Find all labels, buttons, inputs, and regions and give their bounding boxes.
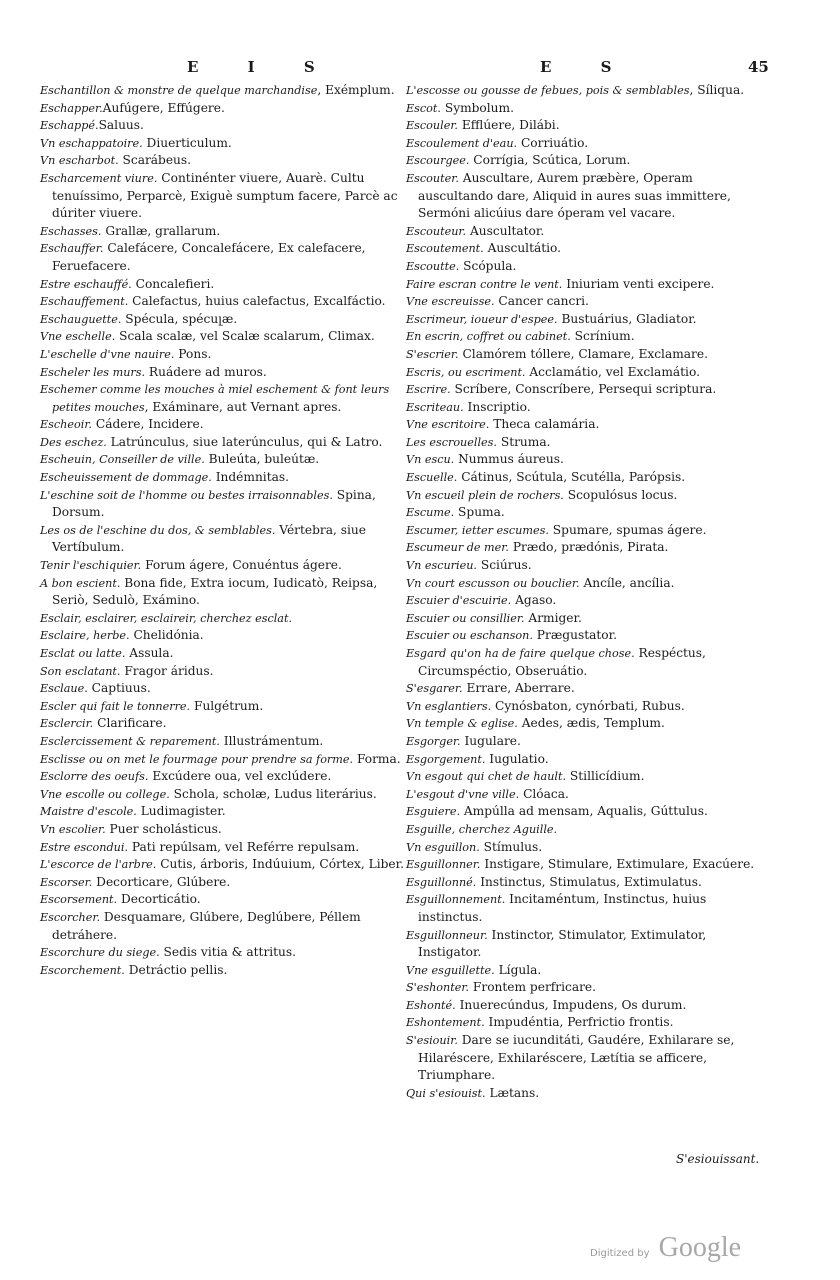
dictionary-entry bbox=[40, 240, 406, 275]
dictionary-entry bbox=[40, 152, 406, 170]
dictionary-entry bbox=[406, 962, 770, 980]
entry-translation: Continénter viuere, Auarè. Cultu tenuíssimo, Perparcè, Exiguè sumptum facere, Parcè ac dúriter viuere. bbox=[52, 170, 398, 221]
entry-translation: Forma. bbox=[353, 751, 401, 766]
entry-headword: Vn escurieu. bbox=[406, 559, 477, 573]
entry-headword: Escuier ou consillier. bbox=[406, 611, 525, 625]
dictionary-entry bbox=[406, 539, 770, 557]
entry-headword: Tenir l'eschiquier. bbox=[40, 559, 142, 573]
entry-headword: Esclat ou latte. bbox=[40, 647, 126, 660]
entry-headword: Vn escu. bbox=[406, 453, 455, 467]
entry-headword: Escorsement. bbox=[40, 893, 118, 907]
entry-headword: S'eshonter. bbox=[406, 981, 470, 995]
entry-headword: Escorcher. bbox=[40, 910, 101, 924]
left-column bbox=[40, 82, 406, 979]
entry-headword: Escler qui fait le tonnerre. bbox=[40, 699, 191, 713]
dictionary-entry bbox=[40, 768, 406, 786]
entry-headword: Escoulement d'eau. bbox=[406, 136, 518, 150]
dictionary-entry bbox=[406, 575, 770, 593]
entry-translation: Cádere, Incidere. bbox=[92, 417, 204, 432]
dictionary-entry bbox=[406, 979, 770, 997]
dictionary-entry bbox=[406, 152, 770, 170]
entry-translation: Cátinus, Scútula, Scutélla, Parópsis. bbox=[457, 470, 686, 485]
dictionary-entry bbox=[406, 592, 770, 610]
entry-translation: Vértebra, siue Vertíbulum. bbox=[52, 522, 366, 555]
entry-headword: Vne escolle ou college. bbox=[40, 787, 170, 801]
entry-headword: Eschauguette. bbox=[40, 312, 122, 326]
entry-headword: Maistre d'escole. bbox=[40, 805, 137, 819]
dictionary-entry bbox=[406, 223, 770, 241]
dictionary-entry bbox=[40, 839, 406, 857]
entry-headword: Escouler. bbox=[406, 119, 458, 133]
entry-headword: Esclercir. bbox=[40, 717, 94, 731]
entry-headword: L'escorce de l'arbre. bbox=[40, 858, 157, 872]
entry-headword: Escuier d'escuirie. bbox=[406, 594, 512, 608]
dictionary-entry bbox=[406, 117, 770, 135]
dictionary-entry bbox=[40, 293, 406, 311]
entry-headword: Des eschez. bbox=[40, 435, 107, 449]
entry-headword: Vn escharbot. bbox=[40, 154, 119, 168]
entry-headword: Vn esglantiers. bbox=[406, 699, 492, 713]
entry-headword: Esgorgement. bbox=[406, 752, 486, 766]
entry-headword: Escouter. bbox=[406, 171, 459, 185]
dictionary-entry bbox=[40, 627, 406, 645]
dictionary-entry bbox=[406, 680, 770, 698]
entry-translation: Bustuárius, Gladiator. bbox=[557, 311, 697, 326]
entry-headword: Vn temple & eglise. bbox=[406, 717, 518, 731]
dictionary-entry bbox=[406, 803, 770, 821]
dictionary-entry bbox=[406, 1014, 770, 1032]
dictionary-entry bbox=[40, 575, 406, 610]
entry-headword: Vne escritoire. bbox=[406, 418, 490, 432]
entry-headword: Esgorger. bbox=[406, 734, 461, 748]
entry-translation: Stillicídium. bbox=[566, 769, 645, 784]
entry-headword: Les escrouelles. bbox=[406, 435, 497, 449]
dictionary-entry bbox=[40, 698, 406, 716]
dictionary-entry bbox=[406, 346, 770, 364]
dictionary-entry bbox=[40, 434, 406, 452]
entry-headword: Escheoir. bbox=[40, 418, 92, 432]
entry-headword: Esguille, cherchez Aguille. bbox=[406, 822, 558, 836]
entry-translation: Captiuus. bbox=[87, 681, 151, 696]
entry-translation: Agaso. bbox=[511, 593, 557, 608]
entry-translation: Chelidónia. bbox=[129, 628, 204, 643]
dictionary-entry bbox=[406, 557, 770, 575]
entry-translation: Corriuátio. bbox=[517, 135, 589, 150]
entry-headword: Esclisse ou on met le fourmage pour prendre sa forme. bbox=[40, 752, 354, 766]
entry-translation: Fulgétrum. bbox=[190, 698, 264, 713]
entry-headword: Esclair, esclairer, esclaireir, cherchez esclat. bbox=[40, 611, 293, 625]
entry-translation: Frontem perfricare. bbox=[469, 980, 597, 995]
dictionary-entry bbox=[406, 1085, 770, 1103]
entry-headword: Escris, ou escriment. bbox=[406, 365, 526, 379]
dictionary-entry bbox=[40, 786, 406, 804]
entry-translation: Decorticátio. bbox=[117, 892, 201, 907]
entry-translation: Excúdere oua, vel exclúdere. bbox=[148, 769, 332, 784]
entry-translation: Instinctus, Stimulatus, Extimulatus. bbox=[476, 874, 702, 889]
dictionary-entry bbox=[406, 135, 770, 153]
entry-translation: Scopulósus locus. bbox=[563, 487, 678, 502]
entry-headword: Escorchure du siege. bbox=[40, 946, 160, 960]
dictionary-entry bbox=[40, 276, 406, 294]
entry-headword: Escourgee. bbox=[406, 154, 470, 168]
dictionary-entry bbox=[40, 135, 406, 153]
watermark-prefix: Digitized by bbox=[590, 1248, 650, 1259]
dictionary-entry bbox=[406, 698, 770, 716]
entry-translation: Prædo, prædónis, Pirata. bbox=[508, 540, 669, 555]
entry-translation: Spumare, spumas ágere. bbox=[548, 522, 707, 537]
entry-headword: Escorser. bbox=[40, 875, 93, 889]
dictionary-entry bbox=[40, 469, 406, 487]
entry-translation: Errare, Aberrare. bbox=[462, 681, 575, 696]
entry-headword: Escot. bbox=[406, 101, 441, 115]
entry-translation: Corrígia, Scútica, Lorum. bbox=[469, 153, 631, 168]
entry-headword: En escrin, coffret ou cabinet. bbox=[406, 330, 571, 344]
entry-translation: Grallæ, grallarum. bbox=[101, 223, 221, 238]
entry-translation: Clamórem tóllere, Clamare, Exclamare. bbox=[458, 346, 708, 361]
entry-translation: Incitaméntum, Instinctus, huius instinctus. bbox=[418, 892, 707, 924]
entry-headword: Escoutement. bbox=[406, 242, 484, 256]
entry-headword: Qui s'esiouist. bbox=[406, 1086, 486, 1100]
dictionary-entry bbox=[406, 504, 770, 522]
entry-headword: L'eschine soit de l'homme ou bestes irraisonnables. bbox=[40, 488, 333, 502]
dictionary-entry bbox=[406, 381, 770, 399]
dictionary-entry bbox=[406, 82, 770, 100]
entry-headword: Estre escondui. bbox=[40, 840, 128, 854]
entry-headword: Vn escueil plein de rochers. bbox=[406, 488, 564, 502]
entry-headword: Escuier ou eschanson. bbox=[406, 629, 533, 643]
entry-translation: Dare se iucunditáti, Gaudére, Exhilarare se, Hilaréscere, Exhilaréscere, Lætítia se afficere, Triumphare. bbox=[418, 1033, 735, 1083]
dictionary-entry bbox=[406, 786, 770, 804]
right-column bbox=[406, 82, 770, 1102]
entry-translation: Ruádere ad muros. bbox=[145, 364, 267, 379]
entry-headword: Esclaue. bbox=[40, 682, 88, 696]
dictionary-entry bbox=[406, 258, 770, 276]
entry-translation: Decorticare, Glúbere. bbox=[92, 874, 231, 889]
dictionary-entry bbox=[406, 240, 770, 258]
entry-headword: S'escrier. bbox=[406, 347, 459, 361]
entry-headword: Escheuin, Conseiller de ville. bbox=[40, 453, 205, 467]
entry-headword: Eschasses. bbox=[40, 224, 102, 238]
page-number: 45 bbox=[748, 58, 769, 76]
entry-translation: Desquamare, Glúbere, Deglúbere, Péllem detráhere. bbox=[52, 909, 361, 942]
dictionary-entry bbox=[406, 100, 770, 118]
entry-translation: Iugulatio. bbox=[485, 751, 549, 766]
dictionary-entry bbox=[406, 645, 770, 680]
entry-translation: Clóaca. bbox=[519, 786, 569, 801]
dictionary-entry bbox=[40, 874, 406, 892]
dictionary-entry bbox=[40, 962, 406, 980]
entry-translation: Respéctus, Circumspéctio, Obseruátio. bbox=[418, 646, 706, 678]
google-logo: Google bbox=[658, 1232, 742, 1263]
dictionary-entry bbox=[406, 293, 770, 311]
dictionary-entry bbox=[406, 856, 770, 874]
dictionary-entry bbox=[40, 680, 406, 698]
dictionary-entry bbox=[40, 82, 406, 100]
dictionary-entry bbox=[40, 856, 406, 874]
entry-translation: Cancer cancri. bbox=[494, 294, 589, 309]
entry-headword: Vn court escusson ou bouclier. bbox=[406, 576, 580, 590]
dictionary-entry bbox=[40, 346, 406, 364]
entry-headword: Esguiere. bbox=[406, 805, 460, 819]
entry-translation: , Exémplum. bbox=[317, 83, 395, 97]
dictionary-entry bbox=[406, 715, 770, 733]
dictionary-entry bbox=[406, 364, 770, 382]
entry-translation: Ancíle, ancília. bbox=[579, 575, 675, 590]
entry-translation: Instigare, Stimulare, Extimulare, Exacúere. bbox=[480, 857, 755, 872]
entry-headword: S'esgarer. bbox=[406, 682, 463, 696]
entry-translation: Spécula, spécuլæ. bbox=[121, 311, 238, 326]
entry-headword: Esgard qu'on ha de faire quelque chose. bbox=[406, 647, 635, 660]
entry-headword: Les os de l'eschine du dos, & semblables. bbox=[40, 523, 276, 537]
dictionary-entry bbox=[406, 751, 770, 769]
entry-translation: Latrúnculus, siue laterúnculus, qui & Latro. bbox=[106, 434, 383, 449]
catchword: S'esiouissant. bbox=[676, 1152, 760, 1166]
entry-translation: Detráctio pellis. bbox=[124, 962, 228, 977]
entry-headword: Escumer, ietter escumes. bbox=[406, 523, 549, 537]
dictionary-entry bbox=[40, 645, 406, 663]
entry-translation: Instinctor, Stimulator, Extimulator, Instigator. bbox=[418, 927, 707, 960]
entry-translation: Theca calamária. bbox=[489, 417, 600, 432]
dictionary-entry bbox=[406, 891, 770, 926]
entry-headword: Esclercissement & reparement. bbox=[40, 734, 220, 748]
dictionary-entry bbox=[40, 944, 406, 962]
entry-headword: Faire escran contre le vent. bbox=[406, 277, 563, 291]
dictionary-entry bbox=[40, 803, 406, 821]
dictionary-entry bbox=[40, 311, 406, 329]
entry-translation: Clarificare. bbox=[93, 716, 167, 731]
dictionary-entry bbox=[40, 328, 406, 346]
entry-translation: Efflúere, Dilábi. bbox=[458, 118, 560, 133]
dictionary-entry bbox=[406, 170, 770, 223]
entry-translation: Scala scalæ, vel Scalæ scalarum, Climax. bbox=[115, 329, 375, 344]
entry-translation: Armiger. bbox=[524, 610, 582, 625]
entry-translation: Forum ágere, Conuéntus ágere. bbox=[141, 558, 342, 573]
entry-headword: L'escosse ou gousse de febues, pois & semblables bbox=[406, 84, 690, 97]
entry-headword: L'esgout d'vne ville. bbox=[406, 787, 520, 801]
dictionary-entry bbox=[40, 416, 406, 434]
entry-translation: Auscultátio. bbox=[483, 241, 562, 256]
entry-headword: Vn escolier. bbox=[40, 822, 106, 836]
entry-headword: Esguillonneur. bbox=[406, 928, 488, 942]
entry-translation: Scríbere, Conscríbere, Persequi scriptura. bbox=[450, 382, 717, 397]
entry-headword: Escrimeur, ioueur d'espee. bbox=[406, 312, 558, 326]
entry-translation: Schola, scholæ, Ludus literárius. bbox=[169, 786, 377, 801]
entry-headword: Estre eschauffé. bbox=[40, 277, 132, 291]
entry-headword: Escoutte. bbox=[406, 259, 460, 273]
entry-translation: Iniuriam venti excipere. bbox=[562, 276, 715, 291]
entry-headword: Escume. bbox=[406, 506, 455, 520]
dictionary-entry bbox=[406, 469, 770, 487]
entry-translation: , Síliqua. bbox=[689, 83, 745, 97]
entry-translation: Lætans. bbox=[485, 1085, 540, 1100]
dictionary-entry bbox=[406, 874, 770, 892]
entry-headword: Escumeur de mer. bbox=[406, 541, 509, 555]
dictionary-entry bbox=[40, 170, 406, 223]
dictionary-entry bbox=[40, 891, 406, 909]
dictionary-entry bbox=[406, 627, 770, 645]
entry-translation: Sciúrus. bbox=[476, 558, 532, 573]
entry-translation: Auscultare, Aurem præbère, Operam auscultando dare, Aliquid in aures suas immittere, Sermóni alicúius dare óperam vel vacare. bbox=[418, 170, 731, 221]
entry-headword: Escrire. bbox=[406, 383, 451, 397]
dictionary-entry bbox=[406, 487, 770, 505]
dictionary-entry bbox=[406, 821, 770, 839]
dictionary-entry bbox=[406, 610, 770, 628]
entry-headword: L'eschelle d'vne nauire. bbox=[40, 347, 175, 361]
entry-headword: Eschemer comme les mouches à miel eschement & font leurs petites mouches bbox=[40, 383, 390, 414]
entry-translation: Spina, Dorsum. bbox=[52, 487, 376, 520]
entry-translation: Diuerticulum. bbox=[142, 135, 232, 150]
entry-headword: Vne escreuisse. bbox=[406, 295, 495, 309]
entry-headword: Escouteur. bbox=[406, 224, 467, 238]
entry-headword: Vn eschappatoire. bbox=[40, 136, 143, 150]
dictionary-entry bbox=[40, 487, 406, 522]
entry-headword: Escriteau. bbox=[406, 400, 464, 414]
entry-translation: Stímulus. bbox=[479, 839, 543, 854]
entry-headword: Eschapper. bbox=[40, 101, 103, 115]
dictionary-entry bbox=[406, 434, 770, 452]
entry-headword: Eschauffement. bbox=[40, 295, 129, 309]
entry-translation: Spuma. bbox=[454, 505, 505, 520]
entry-translation: Saluus. bbox=[98, 118, 144, 133]
digitized-watermark bbox=[590, 1232, 741, 1264]
entry-translation: Assula. bbox=[125, 646, 174, 660]
entry-headword: Eschappé. bbox=[40, 119, 99, 133]
entry-translation: Lígula. bbox=[494, 962, 542, 977]
dictionary-entry bbox=[406, 311, 770, 329]
entry-translation: Prægustator. bbox=[532, 628, 617, 643]
entry-translation: Aufúgere, Effúgere. bbox=[102, 100, 225, 115]
entry-translation: Concalefieri. bbox=[131, 276, 215, 291]
dictionary-entry bbox=[40, 557, 406, 575]
dictionary-entry bbox=[40, 663, 406, 681]
entry-translation: , Exáminare, aut Vernant apres. bbox=[144, 399, 342, 414]
dictionary-entry bbox=[40, 821, 406, 839]
entry-translation: Struma. bbox=[496, 434, 551, 449]
dictionary-entry bbox=[406, 1032, 770, 1085]
dictionary-entry bbox=[406, 328, 770, 346]
dictionary-entry bbox=[406, 733, 770, 751]
entry-headword: Eshonté. bbox=[406, 998, 456, 1012]
entry-translation: Aedes, ædis, Templum. bbox=[517, 716, 665, 731]
entry-headword: Escheler les murs. bbox=[40, 365, 146, 379]
dictionary-entry bbox=[40, 909, 406, 944]
entry-headword: A bon escient. bbox=[40, 576, 121, 590]
entry-headword: Eschauffer. bbox=[40, 242, 104, 256]
entry-translation: Cutis, árboris, Indúuium, Córtex, Liber. bbox=[156, 857, 404, 872]
dictionary-entry bbox=[406, 522, 770, 540]
entry-headword: Eshontement. bbox=[406, 1016, 485, 1030]
entry-translation: Inuerecúndus, Impudens, Os durum. bbox=[455, 997, 687, 1012]
entry-translation: Acclamátio, vel Exclamátio. bbox=[525, 364, 700, 379]
dictionary-entry bbox=[40, 451, 406, 469]
dictionary-entry bbox=[40, 223, 406, 241]
entry-translation: Scrínium. bbox=[570, 329, 635, 344]
dictionary-entry bbox=[40, 610, 406, 628]
entry-headword: Esclaire, herbe. bbox=[40, 629, 130, 643]
entry-headword: Son esclatant. bbox=[40, 664, 121, 678]
entry-translation: Ludimagister. bbox=[136, 804, 226, 819]
entry-headword: Vne esguillette. bbox=[406, 963, 495, 977]
entry-translation: Bona fide, Extra iocum, Iudicatò, Reipsa, Seriò, Sedulò, Exámino. bbox=[52, 575, 378, 608]
dictionary-entry bbox=[406, 839, 770, 857]
entry-headword: Escuelle. bbox=[406, 471, 458, 485]
entry-translation: Buleúta, buleútæ. bbox=[204, 452, 320, 467]
entry-headword: Vn esgout qui chet de hault. bbox=[406, 770, 567, 784]
entry-translation: Sedis vitia & attritus. bbox=[159, 945, 297, 960]
dictionary-entry bbox=[40, 381, 406, 416]
entry-headword: Esguillonné. bbox=[406, 875, 477, 889]
entry-headword: Vn esguillon. bbox=[406, 840, 480, 854]
entry-translation: Illustrámentum. bbox=[219, 733, 324, 748]
dictionary-entry bbox=[40, 751, 406, 769]
entry-headword: Escharcement viure. bbox=[40, 171, 158, 185]
entry-translation: Puer scholásticus. bbox=[105, 821, 222, 836]
entry-headword: Esclorre des oeufs. bbox=[40, 770, 149, 784]
entry-translation: Nummus áureus. bbox=[454, 452, 564, 467]
dictionary-entry bbox=[40, 522, 406, 557]
dictionary-entry bbox=[406, 416, 770, 434]
entry-translation: Iugulare. bbox=[460, 733, 521, 748]
dictionary-entry bbox=[40, 715, 406, 733]
entry-translation: Scópula. bbox=[459, 258, 517, 273]
entry-translation: Cynósbaton, cynórbati, Rubus. bbox=[491, 698, 685, 713]
dictionary-entry bbox=[40, 117, 406, 135]
dictionary-entry bbox=[40, 100, 406, 118]
entry-translation: Scarábeus. bbox=[118, 153, 192, 168]
entry-translation: Pati repúlsam, vel Reférre repulsam. bbox=[128, 839, 360, 854]
dictionary-entry bbox=[40, 364, 406, 382]
dictionary-entry bbox=[406, 768, 770, 786]
entry-translation: Pons. bbox=[174, 346, 212, 361]
running-header-left: E I S bbox=[187, 58, 337, 76]
dictionary-entry bbox=[406, 399, 770, 417]
entry-headword: Vne eschelle. bbox=[40, 330, 116, 344]
entry-translation: Inscriptio. bbox=[463, 399, 531, 414]
entry-headword: Escheuissement de dommage. bbox=[40, 471, 212, 485]
entry-translation: Ampúlla ad mensam, Aqualis, Gúttulus. bbox=[460, 804, 708, 819]
running-header-right: E S bbox=[540, 58, 634, 76]
dictionary-entry bbox=[406, 927, 770, 962]
dictionary-entry bbox=[406, 451, 770, 469]
entry-translation: Calefácere, Concalefácere, Ex calefacere, Feruefacere. bbox=[52, 241, 366, 273]
dictionary-entry bbox=[40, 733, 406, 751]
entry-translation: Indémnitas. bbox=[211, 470, 289, 485]
entry-translation: Calefactus, huius calefactus, Excalfáctio. bbox=[128, 294, 386, 309]
entry-headword: S'esiouir. bbox=[406, 1034, 458, 1048]
entry-headword: Esguillonner. bbox=[406, 858, 481, 872]
entry-translation: Impudéntia, Perfrictio frontis. bbox=[484, 1015, 674, 1030]
entry-headword: Eschantillon & monstre de quelque marchandise bbox=[40, 84, 318, 97]
entry-headword: Escorchement. bbox=[40, 963, 125, 977]
dictionary-entry bbox=[406, 997, 770, 1015]
entry-translation: Auscultator. bbox=[466, 223, 545, 238]
entry-translation: Fragor áridus. bbox=[120, 663, 214, 678]
entry-headword: Esguillonnement. bbox=[406, 893, 506, 907]
entry-translation: Symbolum. bbox=[440, 100, 514, 115]
dictionary-entry bbox=[406, 276, 770, 294]
